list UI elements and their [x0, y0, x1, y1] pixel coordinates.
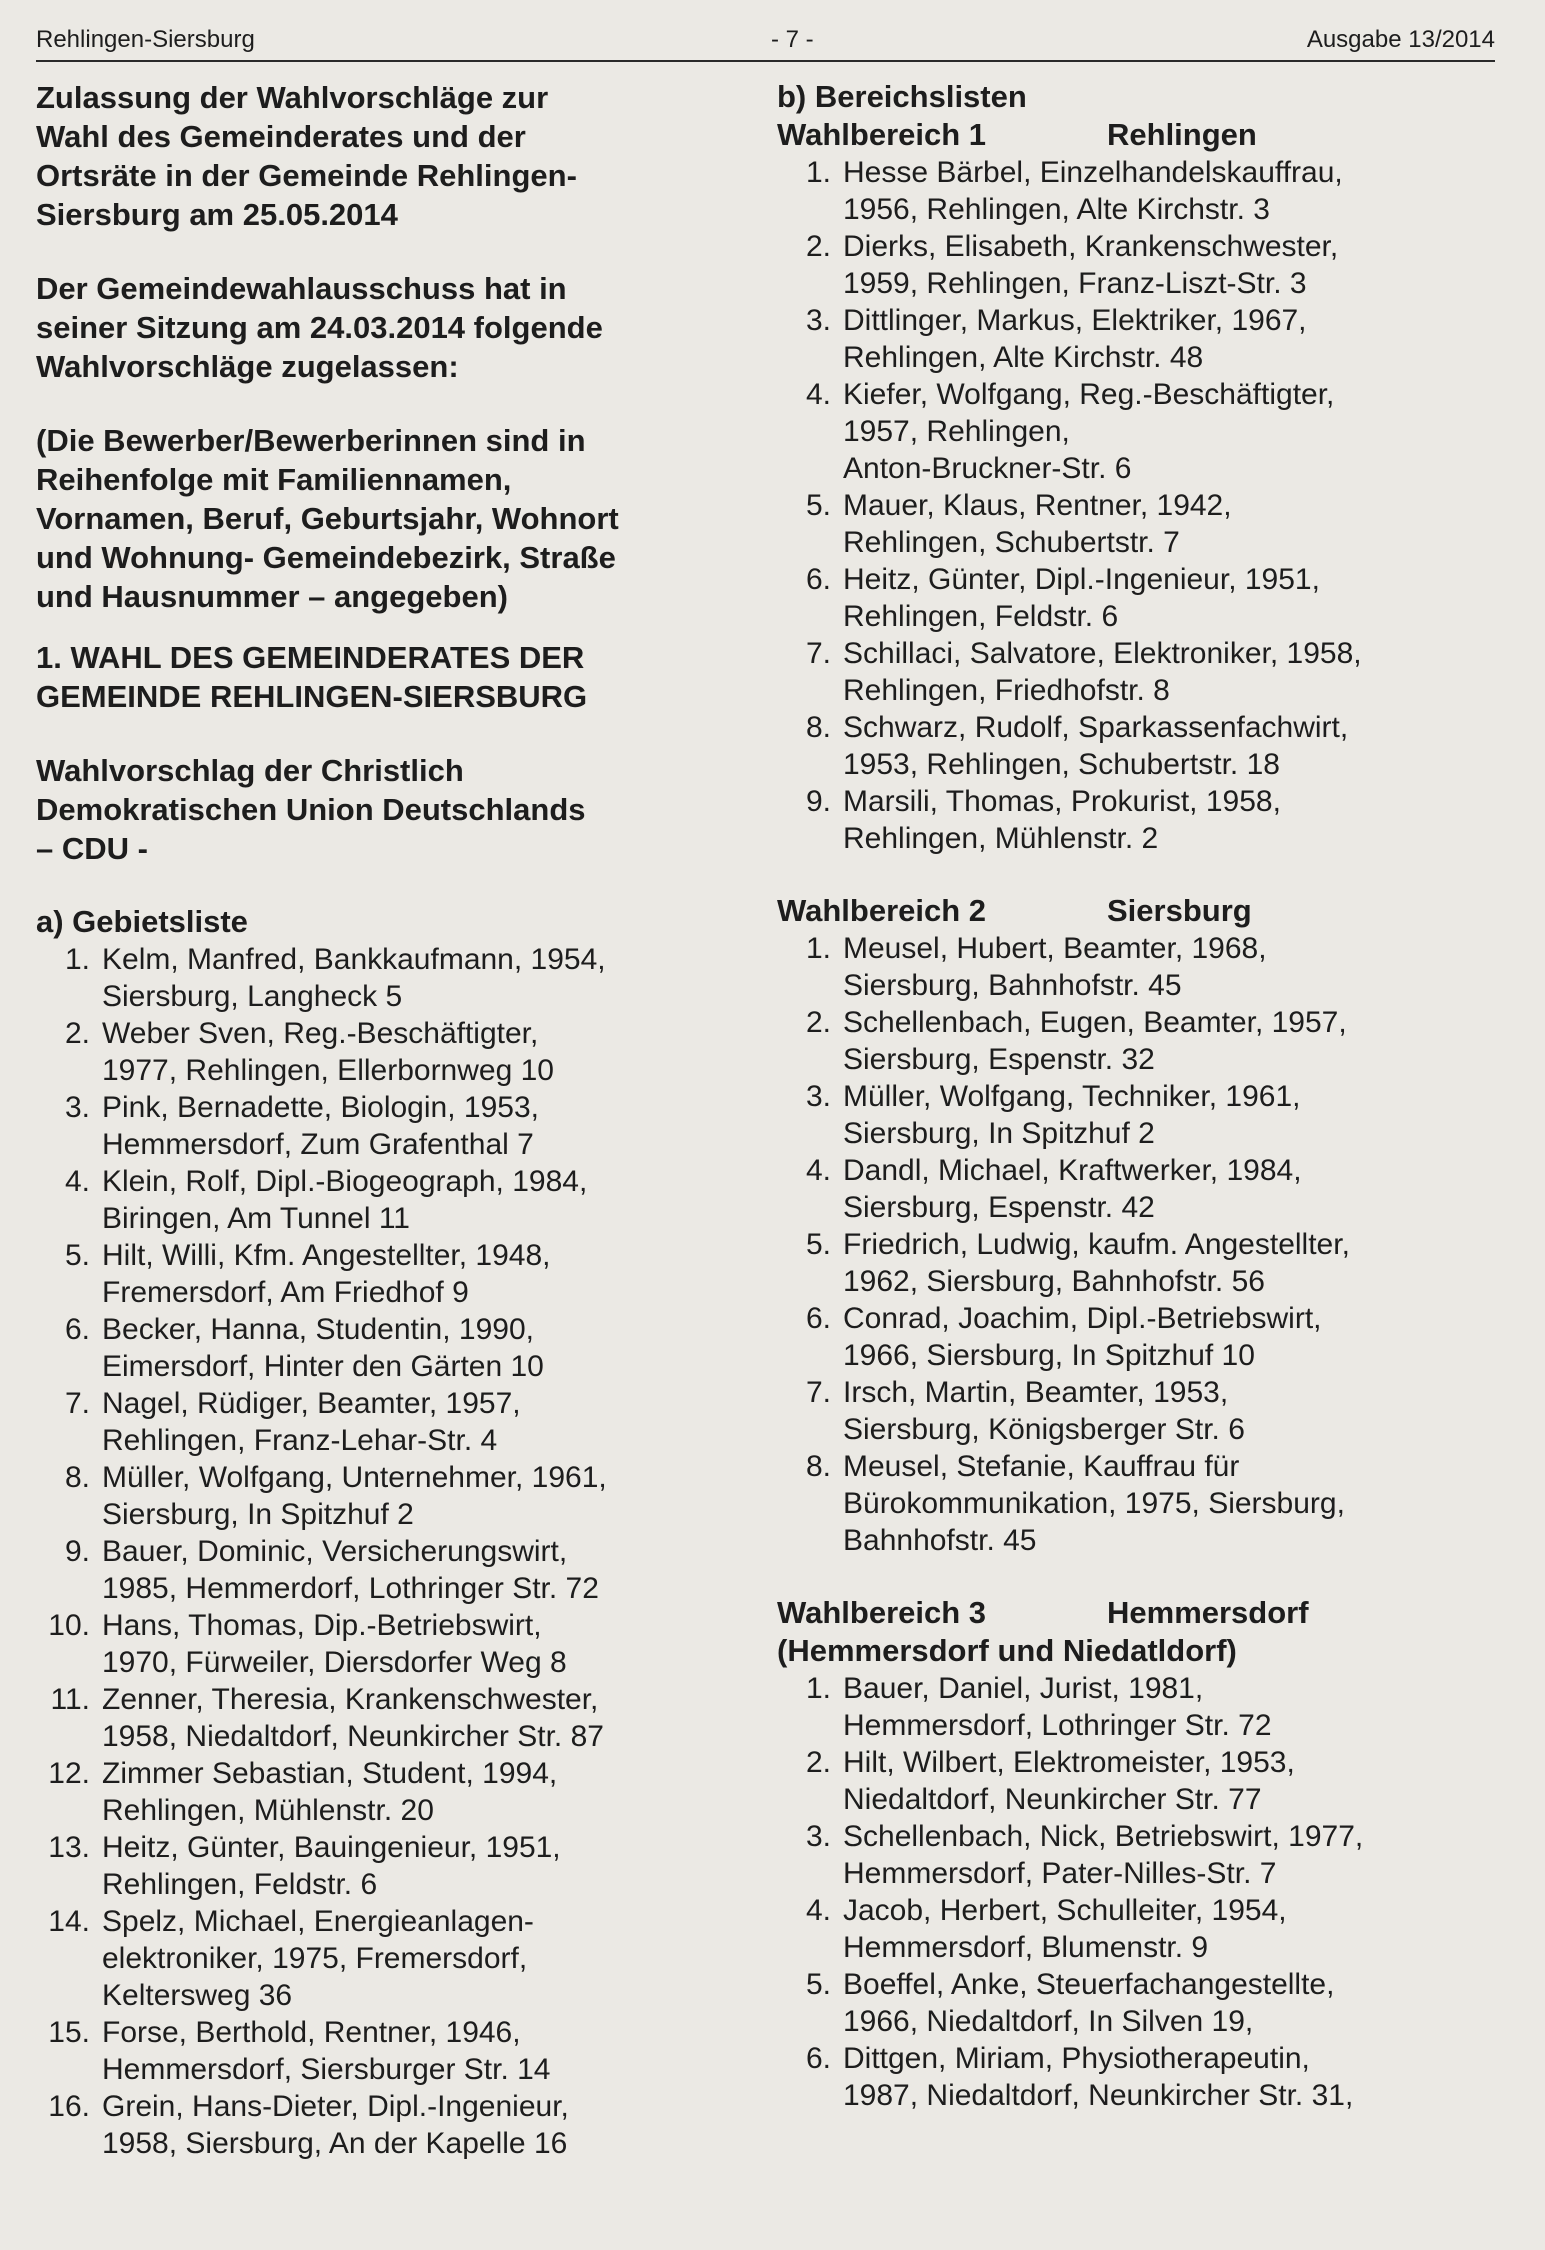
- candidate-entry: [777, 709, 1497, 783]
- candidate-number: 4.: [64, 1165, 90, 1198]
- candidate-number: 5.: [805, 1228, 831, 1261]
- header-page-number: - 7 -: [771, 26, 814, 53]
- candidate-entry: [777, 1670, 1497, 1744]
- candidate-number: 5.: [64, 1239, 90, 1272]
- candidate-entry: [777, 1374, 1497, 1448]
- note-text: (Die Bewerber/Bewerberinnen sind in Reihenfolge mit Familiennamen, Vornamen, Beruf, Geburtsjahr, Wohnort und Wohnung- Gemeindebezirk, Straße und Hausnummer – angegeben): [36, 423, 619, 614]
- candidate-number: 2.: [805, 230, 831, 263]
- candidate-number: 5.: [805, 1968, 831, 2001]
- candidate-number: 12.: [48, 1757, 90, 1790]
- candidate-number: 3.: [805, 1820, 831, 1853]
- candidate-details: Pink, Bernadette, Biologin, 1953, Hemmersdorf, Zum Grafenthal 7: [102, 1091, 539, 1161]
- wahlbereich-subtitle: (Hemmersdorf und Niedatldorf): [777, 1633, 1237, 1668]
- candidate-entry: [777, 1152, 1497, 1226]
- article-title: Zulassung der Wahlvorschläge zur Wahl des Gemeinderates und der Ortsräte in der Gemeinde Rehlingen- Siersburg am 25.05.2014: [36, 80, 577, 232]
- candidate-details: Irsch, Martin, Beamter, 1953, Siersburg, Königsberger Str. 6: [843, 1376, 1245, 1446]
- candidate-entry: [36, 1459, 756, 1533]
- right-column: [777, 78, 1497, 2114]
- candidate-number: 3.: [64, 1091, 90, 1124]
- left-column: [36, 78, 756, 2162]
- candidate-number: 4.: [805, 1894, 831, 1927]
- candidate-entry: [777, 228, 1497, 302]
- candidate-details: Dittlinger, Markus, Elektriker, 1967, Rehlingen, Alte Kirchstr. 48: [843, 304, 1307, 374]
- candidate-number: 6.: [805, 563, 831, 596]
- gebietsliste-title: a) Gebietsliste: [36, 904, 248, 939]
- candidate-details: Mauer, Klaus, Rentner, 1942, Rehlingen, Schubertstr. 7: [843, 489, 1232, 559]
- candidate-number: 1.: [805, 932, 831, 965]
- candidate-details: Zenner, Theresia, Krankenschwester, 1958, Niedaltdorf, Neunkircher Str. 87: [102, 1683, 604, 1753]
- candidate-details: Jacob, Herbert, Schulleiter, 1954, Hemmersdorf, Blumenstr. 9: [843, 1894, 1287, 1964]
- candidate-entry: [777, 1448, 1497, 1559]
- candidate-entry: [36, 1311, 756, 1385]
- candidate-details: Müller, Wolfgang, Unternehmer, 1961, Siersburg, In Spitzhuf 2: [102, 1461, 607, 1531]
- candidate-entry: [36, 941, 756, 1015]
- candidate-number: 3.: [805, 1080, 831, 1113]
- candidate-entry: [777, 2040, 1497, 2114]
- candidate-number: 5.: [805, 489, 831, 522]
- wahlbereich-heading: [777, 1594, 1497, 1632]
- candidate-number: 16.: [48, 2090, 90, 2123]
- candidate-entry: [36, 1829, 756, 1903]
- candidate-number: 15.: [48, 2016, 90, 2049]
- candidate-details: Heitz, Günter, Dipl.-Ingenieur, 1951, Rehlingen, Feldstr. 6: [843, 563, 1320, 633]
- candidate-details: Meusel, Stefanie, Kauffrau für Bürokommunikation, 1975, Siersburg, Bahnhofstr. 45: [843, 1450, 1345, 1557]
- wahlbereich-heading: [777, 116, 1497, 154]
- candidate-details: Boeffel, Anke, Steuerfachangestellte, 1966, Niedaltdorf, In Silven 19,: [843, 1968, 1335, 2038]
- candidate-details: Forse, Berthold, Rentner, 1946, Hemmersdorf, Siersburger Str. 14: [102, 2016, 551, 2086]
- candidate-number: 10.: [48, 1609, 90, 1642]
- bereichslisten: [777, 116, 1497, 2114]
- candidate-details: Bauer, Dominic, Versicherungswirt, 1985, Hemmerdorf, Lothringer Str. 72: [102, 1535, 599, 1605]
- candidate-entry: [36, 1903, 756, 2014]
- wahlbereich-block: [777, 1559, 1497, 2114]
- header-publication: Rehlingen-Siersburg: [36, 26, 255, 53]
- bereichslisten-title: b) Bereichslisten: [777, 79, 1027, 114]
- candidate-details: Friedrich, Ludwig, kaufm. Angestellter, 1962, Siersburg, Bahnhofstr. 56: [843, 1228, 1350, 1298]
- candidate-details: Dandl, Michael, Kraftwerker, 1984, Siersburg, Espenstr. 42: [843, 1154, 1302, 1224]
- candidate-details: Kelm, Manfred, Bankkaufmann, 1954, Siersburg, Langheck 5: [102, 943, 606, 1013]
- header-issue: Ausgabe 13/2014: [1306, 26, 1495, 53]
- candidate-number: 8.: [805, 711, 831, 744]
- candidate-entry: [777, 635, 1497, 709]
- candidate-details: Dierks, Elisabeth, Krankenschwester, 1959, Rehlingen, Franz-Liszt-Str. 3: [843, 230, 1339, 300]
- candidate-number: 11.: [50, 1683, 90, 1716]
- candidate-number: 9.: [64, 1535, 90, 1568]
- candidate-details: Hans, Thomas, Dip.-Betriebswirt, 1970, Fürweiler, Diersdorfer Weg 8: [102, 1609, 567, 1679]
- candidate-details: Weber Sven, Reg.-Beschäftigter, 1977, Rehlingen, Ellerbornweg 10: [102, 1017, 554, 1087]
- wahlbereich-block: [777, 857, 1497, 1559]
- candidate-entry: [777, 783, 1497, 857]
- candidate-details: Müller, Wolfgang, Techniker, 1961, Siersburg, In Spitzhuf 2: [843, 1080, 1301, 1150]
- candidate-details: Hilt, Wilbert, Elektromeister, 1953, Niedaltdorf, Neunkircher Str. 77: [843, 1746, 1295, 1816]
- wahlbereich-list: [777, 154, 1497, 857]
- candidate-details: Conrad, Joachim, Dipl.-Betriebswirt, 1966, Siersburg, In Spitzhuf 10: [843, 1302, 1322, 1372]
- candidate-number: 6.: [64, 1313, 90, 1346]
- candidate-entry: [777, 154, 1497, 228]
- candidate-entry: [36, 1089, 756, 1163]
- candidate-details: Hilt, Willi, Kfm. Angestellter, 1948, Fremersdorf, Am Friedhof 9: [102, 1239, 551, 1309]
- candidate-details: Bauer, Daniel, Jurist, 1981, Hemmersdorf, Lothringer Str. 72: [843, 1672, 1272, 1742]
- candidate-entry: [36, 1163, 756, 1237]
- page-header: [36, 22, 1495, 62]
- candidate-number: 6.: [805, 2042, 831, 2075]
- candidate-number: 7.: [64, 1387, 90, 1420]
- candidate-details: Schwarz, Rudolf, Sparkassenfachwirt, 1953, Rehlingen, Schubertstr. 18: [843, 711, 1349, 781]
- candidate-entry: [36, 1755, 756, 1829]
- candidate-details: Spelz, Michael, Energieanlagen- elektroniker, 1975, Fremersdorf, Keltersweg 36: [102, 1905, 534, 2012]
- candidate-number: 14.: [48, 1905, 90, 1938]
- candidate-entry: [777, 1966, 1497, 2040]
- candidate-entry: [777, 1892, 1497, 1966]
- candidate-entry: [36, 1015, 756, 1089]
- gebietsliste: [36, 941, 756, 2162]
- section-heading: 1. WAHL DES GEMEINDERATES DER GEMEINDE REHLINGEN-SIERSBURG: [36, 640, 588, 714]
- candidate-entry: [36, 1385, 756, 1459]
- candidate-details: Heitz, Günter, Bauingenieur, 1951, Rehlingen, Feldstr. 6: [102, 1831, 561, 1901]
- candidate-details: Zimmer Sebastian, Student, 1994, Rehlingen, Mühlenstr. 20: [102, 1757, 558, 1827]
- candidate-entry: [777, 1300, 1497, 1374]
- candidate-number: 4.: [805, 378, 831, 411]
- wahlbereich-name: Siersburg: [1107, 893, 1252, 928]
- candidate-entry: [36, 1237, 756, 1311]
- wahlbereich-name: Rehlingen: [1107, 117, 1257, 152]
- candidate-details: Becker, Hanna, Studentin, 1990, Eimersdorf, Hinter den Gärten 10: [102, 1313, 544, 1383]
- candidate-details: Schellenbach, Nick, Betriebswirt, 1977, Hemmersdorf, Pater-Nilles-Str. 7: [843, 1820, 1364, 1890]
- candidate-entry: [777, 376, 1497, 487]
- candidate-details: Grein, Hans-Dieter, Dipl.-Ingenieur, 1958, Siersburg, An der Kapelle 16: [102, 2090, 569, 2160]
- candidate-entry: [777, 930, 1497, 1004]
- candidate-entry: [777, 487, 1497, 561]
- wahlbereich-name: Hemmersdorf: [1107, 1595, 1309, 1630]
- candidate-number: 7.: [805, 1376, 831, 1409]
- candidate-details: Marsili, Thomas, Prokurist, 1958, Rehlingen, Mühlenstr. 2: [843, 785, 1281, 855]
- candidate-number: 6.: [805, 1302, 831, 1335]
- wahlbereich-label: Wahlbereich 2: [777, 893, 987, 928]
- party-heading: Wahlvorschlag der Christlich Demokratischen Union Deutschlands – CDU -: [36, 753, 586, 866]
- candidate-number: 2.: [805, 1746, 831, 1779]
- candidate-entry: [777, 1226, 1497, 1300]
- candidate-details: Dittgen, Miriam, Physiotherapeutin, 1987, Niedaltdorf, Neunkircher Str. 31,: [843, 2042, 1354, 2112]
- candidate-details: Nagel, Rüdiger, Beamter, 1957, Rehlingen, Franz-Lehar-Str. 4: [102, 1387, 521, 1457]
- candidate-details: Klein, Rolf, Dipl.-Biogeograph, 1984, Biringen, Am Tunnel 11: [102, 1165, 588, 1235]
- candidate-details: Kiefer, Wolfgang, Reg.-Beschäftigter, 1957, Rehlingen, Anton-Bruckner-Str. 6: [843, 378, 1335, 485]
- wahlbereich-list: [777, 1670, 1497, 2114]
- candidate-entry: [777, 1744, 1497, 1818]
- candidate-number: 2.: [805, 1006, 831, 1039]
- intro-text: Der Gemeindewahlausschuss hat in seiner Sitzung am 24.03.2014 folgende Wahlvorschläge zugelassen:: [36, 271, 603, 384]
- candidate-number: 1.: [64, 943, 90, 976]
- candidate-number: 1.: [805, 1672, 831, 1705]
- wahlbereich-heading: [777, 892, 1497, 930]
- candidate-details: Schillaci, Salvatore, Elektroniker, 1958, Rehlingen, Friedhofstr. 8: [843, 637, 1362, 707]
- candidate-number: 9.: [805, 785, 831, 818]
- wahlbereich-label: Wahlbereich 3: [777, 1595, 987, 1630]
- candidate-entry: [36, 2088, 756, 2162]
- candidate-entry: [777, 1078, 1497, 1152]
- wahlbereich-block: [777, 116, 1497, 857]
- candidate-entry: [36, 1607, 756, 1681]
- wahlbereich-list: [777, 930, 1497, 1559]
- candidate-number: 4.: [805, 1154, 831, 1187]
- candidate-entry: [36, 2014, 756, 2088]
- candidate-entry: [777, 1818, 1497, 1892]
- candidate-number: 3.: [805, 304, 831, 337]
- candidate-number: 2.: [64, 1017, 90, 1050]
- wahlbereich-label: Wahlbereich 1: [777, 117, 987, 152]
- candidate-entry: [36, 1533, 756, 1607]
- candidate-entry: [36, 1681, 756, 1755]
- candidate-details: Meusel, Hubert, Beamter, 1968, Siersburg, Bahnhofstr. 45: [843, 932, 1267, 1002]
- candidate-number: 13.: [48, 1831, 90, 1864]
- candidate-details: Hesse Bärbel, Einzelhandelskauffrau, 1956, Rehlingen, Alte Kirchstr. 3: [843, 156, 1343, 226]
- candidate-details: Schellenbach, Eugen, Beamter, 1957, Siersburg, Espenstr. 32: [843, 1006, 1347, 1076]
- candidate-number: 8.: [64, 1461, 90, 1494]
- candidate-number: 8.: [805, 1450, 831, 1483]
- candidate-entry: [777, 302, 1497, 376]
- candidate-entry: [777, 561, 1497, 635]
- candidate-entry: [777, 1004, 1497, 1078]
- candidate-number: 7.: [805, 637, 831, 670]
- candidate-number: 1.: [805, 156, 831, 189]
